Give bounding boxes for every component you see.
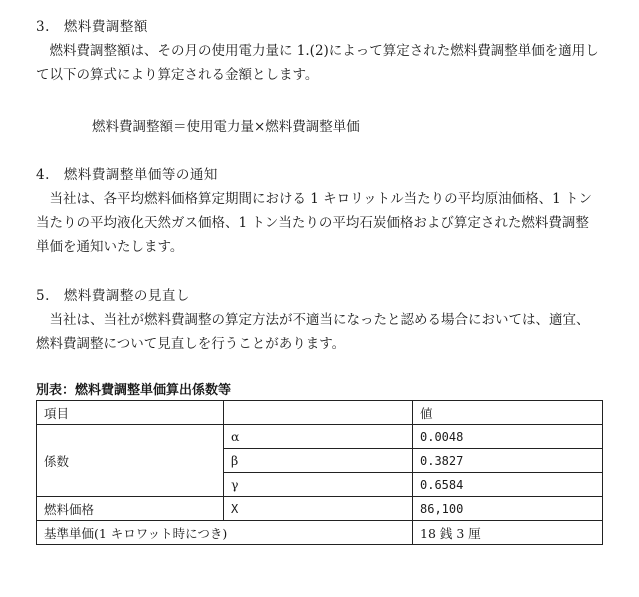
- section-3-line-2: て以下の算式により算定される金額とします。: [36, 67, 319, 83]
- section-5-line-2: 燃料費調整について見直しを行うことがあります。: [36, 336, 346, 352]
- section-4: [36, 163, 606, 259]
- table-title: 別表：燃料費調整単価算出係数等: [36, 383, 232, 398]
- fuel-price-value: 86,100: [413, 497, 603, 521]
- section-5-line-1: 当社は、当社が燃料費調整の算定方法が不適当になったと認める場合においては、適宜、: [36, 312, 590, 328]
- section-3: [36, 15, 606, 87]
- section-3-line-1: 燃料費調整額は、その月の使用電力量に 1.(2)によって算定された燃料費調整単価を適用し: [36, 43, 599, 59]
- table-row: [37, 521, 603, 545]
- header-item: 項目: [37, 401, 224, 425]
- formula: 燃料費調整額＝使用電力量×燃料費調整単価: [92, 119, 360, 135]
- section-4-line-3: 単価を通知いたします。: [36, 239, 184, 255]
- section-5: [36, 284, 606, 356]
- fuel-price-symbol: X: [224, 497, 413, 521]
- coef-symbol: α: [224, 425, 413, 449]
- table-header-row: [37, 401, 603, 425]
- section-5-heading: 5. 燃料費調整の見直し: [36, 288, 190, 304]
- header-value: 値: [413, 401, 603, 425]
- coef-symbol: β: [224, 449, 413, 473]
- base-price-value: 18 銭 3 厘: [413, 521, 603, 545]
- section-4-line-2: 当たりの平均液化天然ガス価格、1 トン当たりの平均石炭価格および算定された燃料費調整: [36, 215, 589, 231]
- section-4-heading: 4. 燃料費調整単価等の通知: [36, 167, 218, 183]
- header-sub: [224, 401, 413, 425]
- fuel-price-label: 燃料価格: [37, 497, 224, 521]
- coef-value: 0.6584: [413, 473, 603, 497]
- section-3-heading: 3. 燃料費調整額: [36, 19, 148, 35]
- coef-value: 0.3827: [413, 449, 603, 473]
- base-price-label: 基準単価(1 キロワット時につき): [37, 521, 413, 545]
- coef-label: 係数: [37, 425, 224, 497]
- section-4-line-1: 当社は、各平均燃料価格算定期間における 1 キロリットル当たりの平均原油価格、1 トン: [36, 191, 593, 207]
- table-row: [37, 497, 603, 521]
- coef-value: 0.0048: [413, 425, 603, 449]
- coef-symbol: γ: [224, 473, 413, 497]
- table-row: [37, 425, 603, 449]
- coefficient-table: [36, 400, 603, 545]
